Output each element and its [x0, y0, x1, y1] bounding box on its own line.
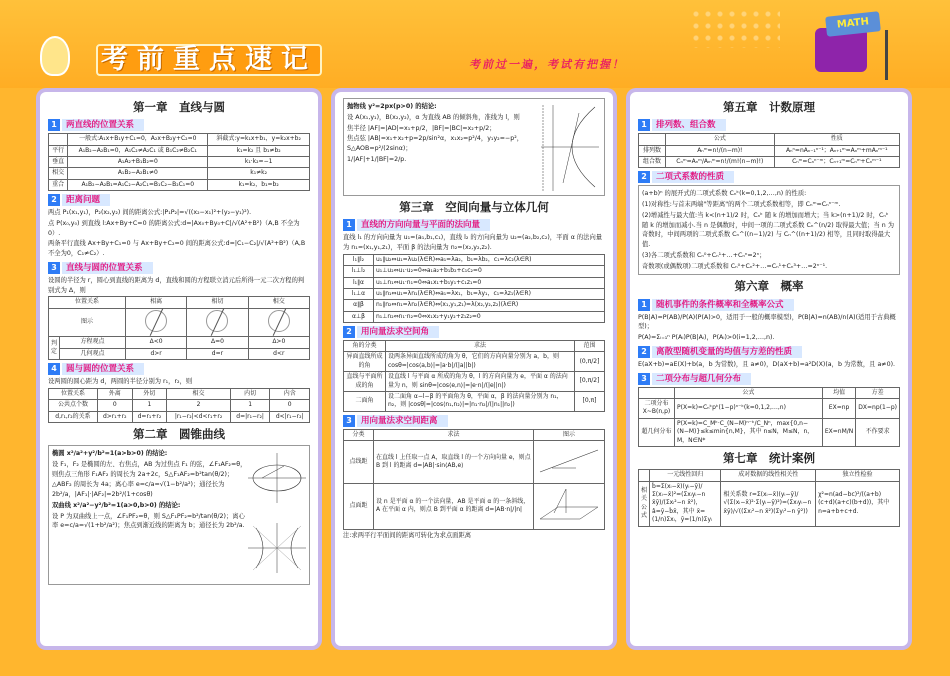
point-plane-figure: [536, 485, 602, 525]
section-label: 随机事件的条件概率和全概率公式: [652, 299, 794, 311]
table-cell: 图示: [534, 429, 605, 440]
distribution-table: [638, 387, 900, 447]
table-row: [344, 277, 605, 288]
space-distance-table: [343, 429, 605, 530]
table-row: [344, 300, 605, 311]
table-cell: k₁≠k₂: [208, 168, 310, 179]
table-cell: u₁∥u₂⇔u₁=λu₂(λ∈R)⇔a₁=λa₂，b₁=λb₂，c₁=λc₂(λ∈R): [374, 254, 605, 265]
table-cell: d,r₁,r₂的关系: [49, 411, 98, 422]
table-cell: 外离: [97, 388, 132, 399]
formula-text: P(A)=Σᵢ₌₁ⁿ P(Aᵢ)P(B|Aᵢ)，P(Aᵢ)>0(i=1,2,…,n).: [638, 334, 775, 342]
formula-text: 两点 P₁(x₁,y₁)，P₂(x₂,y₂) 间的距离公式:|P₁P₂|=√((x₂−x₁)²+(y₂−y₁)²).: [48, 209, 252, 217]
table-cell: [639, 387, 675, 398]
table-row: [639, 481, 900, 526]
formula-text: (3)各二项式系数和 Cₙ⁰+Cₙ¹+…+Cₙⁿ=2ⁿ；: [642, 251, 766, 259]
table-cell: 判定: [49, 337, 60, 360]
formula-text: 设两圆的圆心距为 d，两圆的半径分别为 r₁，r₂，则: [48, 378, 193, 386]
table-cell: 几何观点: [60, 348, 126, 359]
section-label: 二项式系数的性质: [652, 171, 734, 183]
table-cell: d<r: [248, 348, 309, 359]
table-cell: 0: [270, 400, 310, 411]
table-cell: 图示: [49, 308, 126, 336]
conic-box: [48, 445, 310, 585]
section-number: 2: [343, 326, 355, 338]
note-text: 注:求两平行平面间的距离可转化为求点面距离: [343, 532, 472, 539]
table-cell: Δ=0: [187, 337, 248, 348]
column-3: [626, 88, 912, 650]
circle-circle-table: [48, 388, 310, 423]
section-label: 两直线的位置关系: [62, 119, 144, 131]
table-cell: 重合: [49, 179, 68, 190]
section-heading: [343, 219, 605, 231]
formula-text: 焦半径 |AF|=|AD|=x₁+p/2，|BF|=|BC|=x₂+p/2；: [347, 124, 496, 132]
table-row: [344, 372, 605, 392]
parabola-figure: [535, 101, 601, 193]
table-cell: P(X=k)=C_Mᵏ·C_(N−M)ⁿ⁻ᵏ/C_Nⁿ，max{0,n−(N−M)}≤k≤min{n,M}，其中 n≤N，M≤N，n，M，N∈N*: [675, 418, 823, 446]
table-cell: Δ>0: [248, 337, 309, 348]
table-cell: 成对数据的线性相关性: [721, 470, 816, 481]
table-cell: d=|r₁−r₂|: [230, 411, 270, 422]
chapter-title: 第三章 空间向量与立体几何: [399, 200, 549, 214]
chapter-title: 第一章 直线与圆: [133, 100, 225, 114]
table-cell: 相交: [49, 168, 68, 179]
table-cell: A₁B₂−A₂B₁=A₁C₂−A₂C₁=B₁C₂−B₂C₁=0: [68, 179, 208, 190]
table-cell: 1: [132, 400, 167, 411]
statistics-table: [638, 469, 900, 526]
section-heading: [48, 363, 310, 375]
formula-text: 焦点弦 |AB|=x₁+x₂+p=2p/sin²α，x₁x₂=p²/4，y₁y₂=−p²，S△AOB=p²/(2sinα)；: [347, 135, 524, 152]
section-number: 1: [638, 119, 650, 131]
table-row: [49, 168, 310, 179]
table-cell: [0,π/2]: [575, 372, 605, 392]
table-cell: 求法: [386, 341, 575, 352]
formula-text: 直线 l₁ 的方向向量为 u₁=(a₁,b₁,c₁)，直线 l₂ 的方向向量为 u₂=(a₂,b₂,c₂)，平面 α 的法向量为 n₁=(x₁,y₁,z₁)，平面 β 的法向量为 n₂=(x₂,y₂,z₂).: [343, 234, 603, 251]
table-cell: 性质: [774, 134, 899, 145]
table-cell: 范围: [575, 341, 605, 352]
table-cell: [0,π]: [575, 392, 605, 412]
table-cell: n₁∥n₂⇔n₁=λn₂(λ∈R)⇔(x₁,y₁,z₁)=λ(x₂,y₂,z₂)(λ∈R): [374, 300, 605, 311]
formula-heading: 椭圆 x²/a²+y²/b²=1(a>b>0) 的结论:: [52, 450, 168, 458]
section-number: 1: [343, 219, 355, 231]
section-heading: [343, 415, 605, 427]
table-cell: 独立性检验: [816, 470, 900, 481]
formula-text: △ABF₂ 的周长为 4a；离心率 e=c/a=√(1−b²/a²)；通径长为 2b²/a，|AF₁|·|AF₂|=2b²/(1+cosθ): [52, 481, 225, 499]
formula-text: 两条平行直线 Ax+By+C₁=0 与 Ax+By+C₂=0 间的距离公式:d=|C₁−C₂|/√(A²+B²)（A,B 不全为0，C₁≠C₂）.: [48, 240, 306, 258]
table-cell: 超几何分布: [639, 418, 675, 446]
section-number: 4: [48, 363, 60, 375]
table-cell: Aₙᵐ=n!/(n−m)!: [666, 145, 774, 156]
formula-heading: 双曲线 x²/a²−y²/b²=1(a>0,b>0) 的结论:: [52, 501, 181, 509]
table-cell: u₁∥n₁⇔u₁=λn₁(λ∈R)⇔a₁=λx₁，b₁=λy₁，c₁=λz₁(λ∈R): [374, 288, 605, 299]
decor-dots: [690, 8, 780, 48]
table-row: [639, 145, 900, 156]
section-label: 圆与圆的位置关系: [62, 363, 144, 375]
table-row: [344, 392, 605, 412]
table-cell: 在直线 l 上任取一点 A，取直线 l 的一个方向向量 e，则点 B 到 l 的距离 d=|AB|·sin⟨AB,e⟩: [374, 441, 534, 483]
table-cell: 相离: [125, 297, 186, 308]
circle-line-figure: [145, 310, 167, 332]
formula-text: 点 P(x₀,y₀) 到直线 l:Ax+By+C=0 的距离公式:d=|Ax₀+By₀+C|/√(A²+B²)（A,B 不全为0）.: [48, 219, 300, 237]
section-heading: [638, 373, 900, 385]
table-cell: 一元线性回归: [650, 470, 721, 481]
section-heading: [343, 326, 605, 338]
table-cell: EX=nM/N: [822, 418, 855, 446]
table-cell: |r₁−r₂|<d<r₁+r₂: [167, 411, 231, 422]
table-cell: 点线距: [344, 441, 374, 483]
section-number: 2: [48, 194, 60, 206]
desk-lamp-icon: [885, 30, 915, 80]
table-cell: 位置关系: [49, 388, 98, 399]
table-cell: d>r: [125, 348, 186, 359]
formula-text: E(aX+b)=aE(X)+b(a，b 为常数)，且 a≠0)，D(aX+b)=a²D(X)(a，b 为常数，且 a≠0).: [638, 360, 896, 368]
table-cell: 相关公式: [639, 481, 650, 526]
table-cell: 直线与平面所成的角: [344, 372, 386, 392]
table-cell: [639, 134, 666, 145]
table-row: [49, 157, 310, 168]
formula-text: (a+b)ⁿ 的展开式的二项式系数 Cₙᵏ(k=0,1,2,…,n) 的性质:: [642, 190, 807, 198]
formula-text: P(B|A)=P(AB)/P(A)(P(A)>0，适用于一般的概率模型)，P(B|A)=n(AB)/n(A)(适用于古典概型)；: [638, 313, 896, 331]
formula-text: 设 A(x₁,y₁)，B(x₂,y₂)，α 为直线 AB 的倾斜角，准线为 l，则: [347, 113, 520, 121]
table-cell: b̂=Σ(xᵢ−x̄)(yᵢ−ȳ)/Σ(xᵢ−x̄)²=(Σxᵢyᵢ−n x̄ȳ)/(Σxᵢ²−n x̄²)，â=ȳ−b̂x̄，其中 x̄=(1/n)Σxᵢ，ȳ=(1/n)Σyᵢ: [650, 481, 721, 526]
table-row: [639, 418, 900, 446]
table-cell: 公共点个数: [49, 400, 98, 411]
table-cell: 设二面角 α−l−β 的平面角为 θ，平面 α，β 的法向量分别为 n₁，n₂，则 |cosθ|=|cos⟨n₁,n₂⟩|=|n₁·n₂|/(|n₁||n₂|): [386, 392, 575, 412]
page-title: 考前重点速记: [96, 44, 322, 76]
section-label: 直线与圆的位置关系: [62, 262, 153, 274]
lightbulb-icon: [40, 36, 70, 76]
formula-heading: 抛物线 y²=2px(p>0) 的结论:: [347, 103, 437, 110]
table-cell: 1: [230, 400, 270, 411]
table-cell: 设 n 是平面 α 的一个法向量，AB 是平面 α 的一条斜线，A 在平面 α 内，则点 B 到平面 α 的距离 d=|AB·n|/|n|: [374, 483, 534, 529]
formula-text: (1)对称性:与首末两端"等距离"的两个二项式系数相等，即 Cₙᵐ=Cₙⁿ⁻ᵐ.: [642, 201, 841, 209]
table-cell: 二面角: [344, 392, 386, 412]
table-cell: A₁B₂−A₂B₁≠0: [68, 168, 208, 179]
table-cell: 公式: [675, 387, 823, 398]
formula-text: 设圆的半径为 r，圆心到直线的距离为 d，直线和圆的方程联立消元后所得一元二次方程的判别式为 Δ，则: [48, 276, 305, 294]
chapter-title: 第五章 计数原理: [723, 100, 815, 114]
section-label: 排列数、组合数: [652, 119, 726, 131]
table-cell: P(X=k)=Cₙᵏpᵏ(1−p)ⁿ⁻ᵏ(k=0,1,2,…,n): [675, 399, 823, 419]
table-cell: l₁⊥l₂: [344, 266, 374, 277]
table-cell: 求法: [374, 429, 534, 440]
table-cell: d>r₁+r₂: [97, 411, 132, 422]
section-number: 1: [48, 119, 60, 131]
table-row: [344, 254, 605, 265]
space-angle-table: [343, 340, 605, 412]
section-number: 3: [48, 262, 60, 274]
section-number: 2: [638, 171, 650, 183]
table-cell: A₁B₂−A₂B₁=0，A₁C₂≠A₂C₁ 或 B₁C₂≠B₂C₁: [68, 145, 208, 156]
table-cell: 一般式:A₁x+B₁y+C₁=0，A₂x+B₂y+C₂=0: [68, 134, 208, 145]
table-cell: d=r: [187, 348, 248, 359]
table-cell: d=r₁+r₂: [132, 411, 167, 422]
table-row: [49, 145, 310, 156]
table-cell: u₁⊥n₁⇔u₁·n₁=0⇔a₁x₁+b₁y₁+c₁z₁=0: [374, 277, 605, 288]
section-label: 二项分布与超几何分布: [652, 373, 751, 385]
table-cell: 位置关系: [49, 297, 126, 308]
page-subtitle: 考前过一遍，考试有把握！: [468, 58, 628, 71]
table-row: [639, 399, 900, 419]
table-cell: Aₙⁿ=nAₙ₋₁ⁿ⁻¹；Aₙ₊₁ᵐ=Aₙᵐ+mAₙᵐ⁻¹: [774, 145, 899, 156]
table-cell: l₁⊥α: [344, 288, 374, 299]
formula-text: 1/|AF|+1/|BF|=2/p.: [347, 155, 407, 163]
table-row: [639, 157, 900, 168]
circle-line-figure: [206, 310, 228, 332]
table-cell: 均值: [822, 387, 855, 398]
conic-figures: [248, 448, 306, 578]
chapter-title: 第六章 概率: [734, 279, 804, 294]
table-cell: 异面直线所成的角: [344, 352, 386, 372]
lines-relation-table: [48, 133, 310, 191]
table-cell: 斜截式:y=k₁x+b₁，y=k₂x+b₂: [208, 134, 310, 145]
table-cell: l₁∥l₂: [344, 254, 374, 265]
table-cell: EX=np: [822, 399, 855, 419]
table-cell: 组合数: [639, 157, 666, 168]
table-cell: 角的分类: [344, 341, 386, 352]
parabola-box: [343, 98, 605, 196]
table-cell: 不作要求: [856, 418, 900, 446]
section-heading: [638, 299, 900, 311]
line-circle-table: [48, 296, 310, 360]
chapter-title: 第二章 圆锥曲线: [133, 426, 225, 441]
table-cell: 点面距: [344, 483, 374, 529]
chapter-title: 第七章 统计案例: [723, 451, 815, 466]
table-cell: 相关系数 r=Σ(xᵢ−x̄)(yᵢ−ȳ)/√(Σ(xᵢ−x̄)²·Σ(yᵢ−ȳ)²)=(Σxᵢyᵢ−n x̄ȳ)/√((Σxᵢ²−n x̄²)(Σyᵢ²−n ȳ²)): [721, 481, 816, 526]
vector-relation-table: [343, 254, 605, 323]
table-cell: 内切: [230, 388, 270, 399]
binomial-box: [638, 185, 900, 275]
section-number: 3: [343, 415, 355, 427]
table-row: [344, 311, 605, 322]
section-heading: [48, 194, 310, 206]
table-cell: χ²=n(ad−bc)²/((a+b)(c+d)(a+c)(b+d))，其中 n=a+b+c+d.: [816, 481, 900, 526]
section-heading: [638, 119, 900, 131]
table-cell: d<|r₁−r₂|: [270, 411, 310, 422]
section-label: 直线的方向向量与平面的法向量: [357, 219, 490, 231]
table-cell: Cₙᵐ=Cₙⁿ⁻ᵐ；Cₙ₊₁ᵐ=Cₙᵐ+Cₙᵐ⁻¹: [774, 157, 899, 168]
section-heading: [638, 346, 900, 358]
section-label: 离散型随机变量的均值与方差的性质: [652, 346, 802, 358]
section-heading: [48, 262, 310, 274]
table-cell: u₁⊥u₂⇔u₁·u₂=0⇔a₁a₂+b₁b₂+c₁c₂=0: [374, 266, 605, 277]
table-cell: 方差: [856, 387, 900, 398]
table-row: [344, 266, 605, 277]
table-cell: Δ<0: [125, 337, 186, 348]
table-cell: l₁∥α: [344, 277, 374, 288]
table-cell: 2: [167, 400, 231, 411]
table-cell: 0: [97, 400, 132, 411]
table-cell: α∥β: [344, 300, 374, 311]
table-cell: k₁=k₂，b₁=b₂: [208, 179, 310, 190]
table-row: [344, 441, 605, 483]
table-cell: 设两条异面直线所成的角为 θ，它们的方向向量分别为 a，b，则 cosθ=|cos⟨a,b⟩|=|a·b|/(|a||b|): [386, 352, 575, 372]
table-cell: k₁=k₂ 且 b₁≠b₂: [208, 145, 310, 156]
table-cell: k₁·k₂=−1: [208, 157, 310, 168]
table-cell: (0,π/2]: [575, 352, 605, 372]
table-cell: α⊥β: [344, 311, 374, 322]
section-number: 1: [638, 299, 650, 311]
table-cell: 相交: [167, 388, 231, 399]
formula-text: 奇数项(或偶数项)二项式系数和 Cₙ⁰+Cₙ²+…=Cₙ¹+Cₙ³+…=2ⁿ⁻¹.: [642, 262, 828, 270]
table-cell: 相交: [248, 297, 309, 308]
table-row: [344, 288, 605, 299]
section-label: 用向量法求空间距离: [357, 415, 448, 427]
section-number: 2: [638, 346, 650, 358]
table-cell: 排列数: [639, 145, 666, 156]
math-sign: MATH: [825, 11, 881, 37]
table-cell: 公式: [666, 134, 774, 145]
section-label: 用向量法求空间角: [357, 326, 439, 338]
circle-line-figure: [268, 310, 290, 332]
table-cell: 方程观点: [60, 337, 126, 348]
column-1: [36, 88, 322, 650]
table-cell: n₁⊥n₂⇔n₁·n₂=0⇔x₁x₂+y₁y₂+z₁z₂=0: [374, 311, 605, 322]
table-row: [344, 352, 605, 372]
table-cell: A₁A₂+B₁B₂=0: [68, 157, 208, 168]
formula-text: (2)增减性与最大值:当 k<(n+1)/2 时，Cₙᵏ 随 k 的增加而增大；当 k>(n+1)/2 时，Cₙᵏ 随 k 的增加而减小.当 n 是偶数时，中间一项的二项式系数 Cₙ^(n/2) 取得最大值；当 n 为奇数时，中间两项的二项式系数 Cₙ^((n−1)/2) 与 Cₙ^((n+1)/2) 相等，且同时取得最大值.: [642, 211, 895, 249]
section-number: 3: [638, 373, 650, 385]
section-label: 距离问题: [62, 194, 110, 206]
section-heading: [638, 171, 900, 183]
table-row: [344, 483, 605, 529]
table-cell: 垂直: [49, 157, 68, 168]
permutation-table: [638, 133, 900, 168]
table-cell: 内含: [270, 388, 310, 399]
table-cell: 分类: [344, 429, 374, 440]
table-cell: 设直线 l 与平面 α 所成的角为 θ，l 的方向向量为 e，平面 α 的法向量为 n，则 sinθ=|cos⟨e,n⟩|=|e·n|/(|e||n|): [386, 372, 575, 392]
section-heading: [48, 119, 310, 131]
formula-text: 设 F₁，F₂ 是椭圆的左、右焦点，AB 为过焦点 F₁ 的弦，∠F₁AF₂=θ，则焦点三角形 F₁AF₂ 的周长为 2a+2c，S△F₁AF₂=b²tan(θ/2)；: [52, 460, 247, 478]
table-cell: 外切: [132, 388, 167, 399]
point-line-figure: [536, 442, 602, 478]
table-cell: 相切: [187, 297, 248, 308]
table-cell: 二项分布 X~B(n,p): [639, 399, 675, 419]
table-row: [49, 179, 310, 190]
formula-text: 设 P 为双曲线上一点，∠F₁PF₂=θ，则 S△F₁PF₂=b²/tan(θ/2)；离心率 e=c/a=√(1+b²/a²)；焦点到渐近线的距离为 b；通径长为 2b²/a.: [52, 512, 245, 530]
table-cell: DX=np(1−p): [856, 399, 900, 419]
table-cell: 平行: [49, 145, 68, 156]
column-2: [331, 88, 617, 650]
table-cell: Cₙᵐ=Aₙᵐ/Aₘᵐ=n!/(m!(n−m)!): [666, 157, 774, 168]
